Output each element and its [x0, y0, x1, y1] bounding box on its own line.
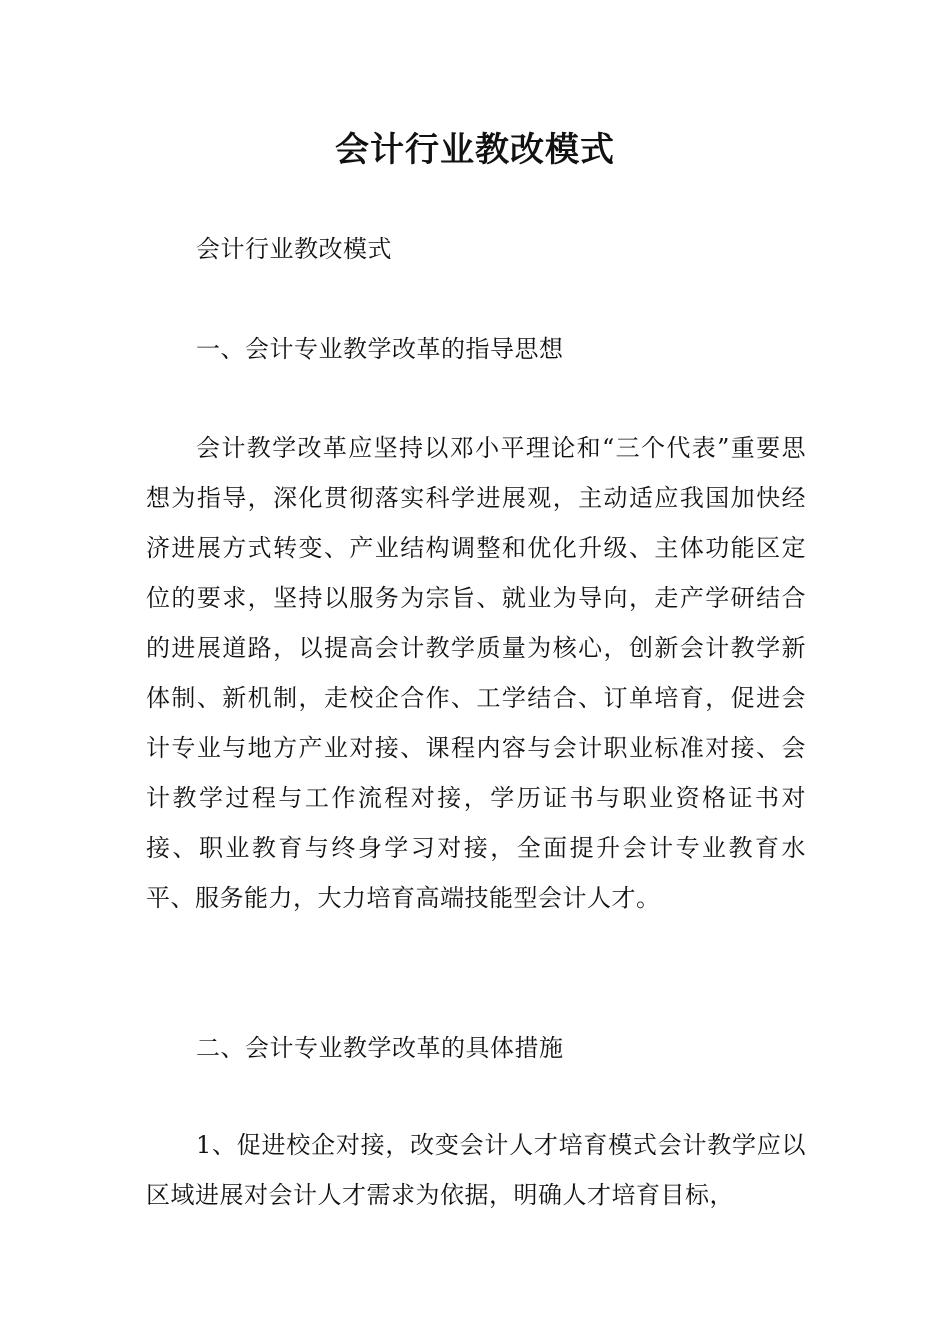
section-1-heading: 一、会计专业教学改革的指导思想 — [196, 335, 564, 363]
document-subtitle: 会计行业教改模式 — [196, 235, 392, 263]
document-title: 会计行业教改模式 — [335, 130, 615, 170]
section-2-heading: 二、会计专业教学改革的具体措施 — [196, 1034, 564, 1062]
section-1-paragraph: 会计教学改革应坚持以邓小平理论和“三个代表”重要思想为指导，深化贯彻落实科学进展观，主动适应我国加快经济进展方式转变、产业结构调整和优化升级、主体功能区定位的要求，坚持以服务为宗旨、就业为导向，走产学研结合的进展道路，以提高会计教学质量为核心，创新会计教学新体制、新机制，走校企合作、工学结合、订单培育，促进会计专业与地方产业对接、课程内容与会计职业标准对接、会计教学过程与工作流程对接，学历证书与职业资格证书对接、职业教育与终身学习对接，全面提升会计专业教育水平、服务能力，大力培育高端技能型会计人才。 — [146, 434, 806, 912]
section-2-paragraph: 1、促进校企对接，改变会计人才培育模式会计教学应以区域进展对会计人才需求为依据，明确人才培育目标， — [146, 1131, 806, 1209]
